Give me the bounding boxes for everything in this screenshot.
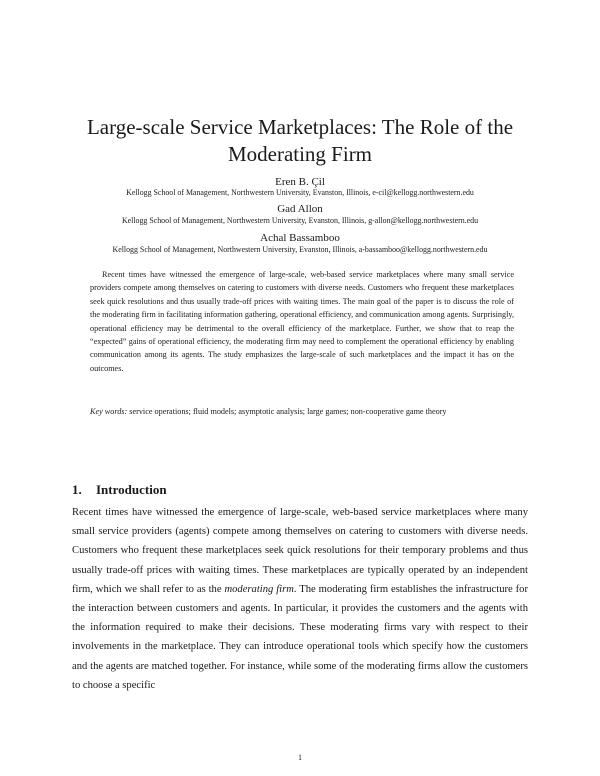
author-affiliation: Kellogg School of Management, Northwestern University, Evanston, Illinois, g-allon@kellogg.northwestern.edu (121, 216, 479, 225)
section-number: 1. (72, 482, 82, 497)
body-text-part: . The moderating firm establishes the infrastructure for the interaction between customers and agents. In particular, it provides the customers and the agents with the information required to make their decisions. These moderating firms vary with respect to their involvements in the marketplace. They can introduce operational tools which specify how the customers and the agents are matched together. For instance, while some of the moderating firms allow the customers to choose a specific (72, 583, 528, 691)
body-text-part: Recent times have witnessed the emergence of large-scale, web-based service marketplaces where many small service providers (agents) compete among themselves on catering to customers with diverse needs. Customers who frequent these marketplaces seek quick resolutions for their temporary problems and thus usually trade-off prices with waiting times. These marketplaces are typically operated by an independent firm, which we shall refer to as the (72, 507, 528, 595)
author-name: Eren B. Çil (275, 176, 325, 188)
section-heading (72, 482, 167, 498)
author-affiliation: Kellogg School of Management, Northwestern University, Evanston, Illinois, e-cil@kellogg.northwestern.edu (126, 188, 474, 197)
keywords-text: service operations; fluid models; asymptotic analysis; large games; non-cooperative game theory (129, 407, 447, 416)
page-number: 1 (298, 753, 302, 762)
section-body (72, 503, 528, 695)
keywords (90, 405, 522, 418)
author-affiliation: Kellogg School of Management, Northwestern University, Evanston, Illinois, a-bassamboo@kellogg.northwestern.edu (112, 245, 488, 254)
author-name: Achal Bassamboo (260, 232, 340, 244)
author-name: Gad Allon (277, 203, 323, 215)
abstract: Recent times have witnessed the emergence of large-scale, web-based service marketplaces where many small service providers compete among themselves on catering to customers with diverse needs. Customers who frequent these marketplaces seek quick resolutions and thus usually trade-off prices with waiting times. The main goal of the paper is to discuss the role of the moderating firm in facilitating information gathering, operational efficiency, and communication among agents. Surprisingly, operational efficiency may be detrimental to the overall efficiency of the marketplace. Further, we show that to reap the “expected” gains of operational efficiency, the moderating firm may need to complement the operational efficiency by enabling communication among its agents. The study emphasizes the large-scale of such marketplaces and the impact it has on the outcomes. (90, 270, 514, 373)
body-emphasis: moderating firm (224, 583, 294, 595)
paper-title: Large-scale Service Marketplaces: The Role of the Moderating Firm (86, 115, 514, 166)
section-title: Introduction (96, 482, 167, 497)
keywords-label: Key words: (90, 407, 128, 416)
